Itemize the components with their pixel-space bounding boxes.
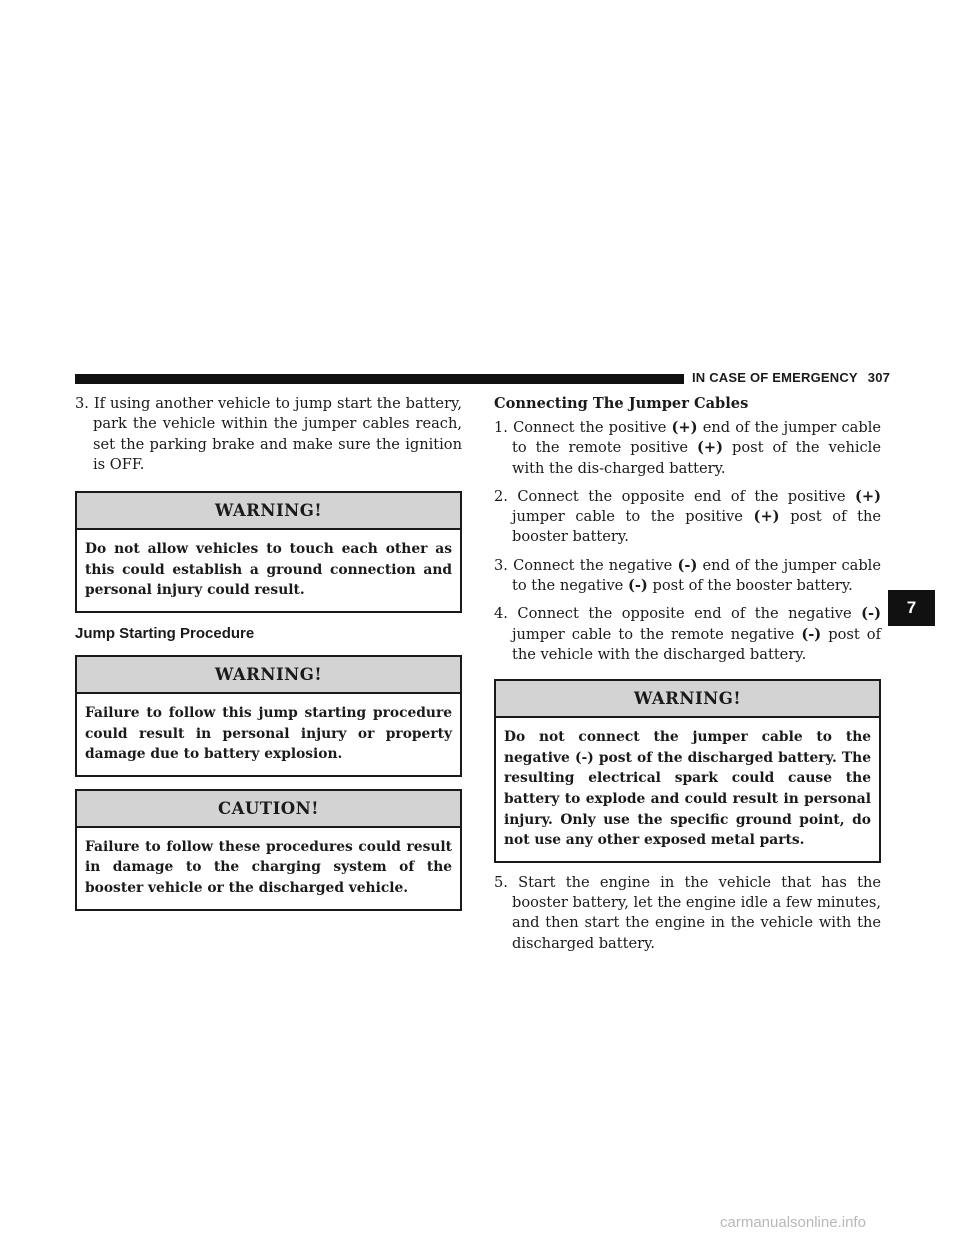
warning-title: WARNING! xyxy=(496,681,879,718)
warning-box-explosion xyxy=(75,655,462,777)
watermark: carmanualsonline.info xyxy=(720,1214,866,1231)
caution-box xyxy=(75,789,462,911)
header-rule xyxy=(75,374,684,384)
warning-title: WARNING! xyxy=(77,657,460,694)
step-1: 1. Connect the positive (+) end of the jumper cable to the remote positive (+) post of the vehicle with the dis-charged battery. xyxy=(494,419,881,477)
step-4: 4. Connect the opposite end of the negative (-) jumper cable to the remote negative (-) post of the vehicle with the discharged battery. xyxy=(494,605,881,663)
warning-box-negative-post xyxy=(494,679,881,863)
section-title: IN CASE OF EMERGENCY xyxy=(692,370,858,385)
running-header xyxy=(692,370,890,385)
warning-text: Do not connect the jumper cable to the negative (-) post of the discharged battery. The resulting electrical spark could cause the battery to explode and could result in personal injury. Only use the specific ground point, do not use any other exposed metal parts. xyxy=(504,729,871,849)
caution-text: Failure to follow these procedures could result in damage to the charging system of the booster vehicle or the discharged vehicle. xyxy=(85,838,452,896)
step-2: 2. Connect the opposite end of the positive (+) jumper cable to the positive (+) post of the booster battery. xyxy=(494,487,881,546)
warning-box-vehicles-touch xyxy=(75,491,462,613)
chapter-tab: 7 xyxy=(888,590,935,626)
step-5: 5. Start the engine in the vehicle that has the booster battery, let the engine idle a few minutes, and then start the engine in the vehicle with the discharged battery. xyxy=(494,873,881,952)
left-column xyxy=(75,394,462,911)
warning-title: WARNING! xyxy=(77,493,460,530)
connecting-cables-heading: Connecting The Jumper Cables xyxy=(494,395,749,412)
page-number: 307 xyxy=(867,370,891,385)
right-column xyxy=(494,394,881,954)
warning-text: Do not allow vehicles to touch each other as this could establish a ground connection and personal injury could result. xyxy=(85,541,452,599)
warning-text: Failure to follow this jump starting procedure could result in personal injury or property damage due to battery explosion. xyxy=(85,704,452,763)
jump-starting-procedure-heading: Jump Starting Procedure xyxy=(75,624,255,642)
caution-title: CAUTION! xyxy=(77,791,460,828)
step-3-park: 3. If using another vehicle to jump start the battery, park the vehicle within the jumper cables reach, set the parking brake and make sure the ignition is OFF. xyxy=(75,395,462,473)
step-3: 3. Connect the negative (-) end of the jumper cable to the negative (-) post of the booster battery. xyxy=(494,556,881,595)
